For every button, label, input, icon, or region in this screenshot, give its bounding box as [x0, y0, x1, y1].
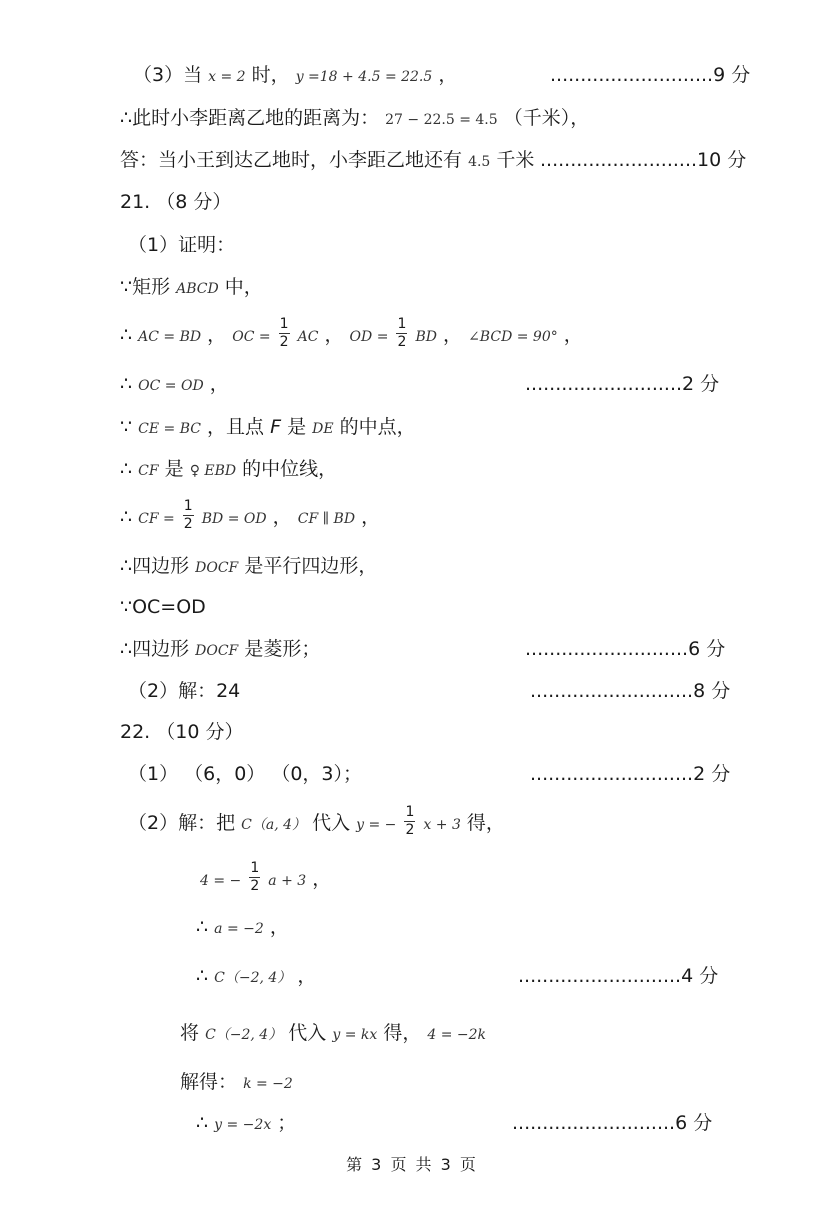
- fraction: [404, 804, 415, 839]
- score-mark: ...........................9 分: [550, 64, 751, 86]
- text: ∵矩形: [120, 276, 171, 298]
- text: 中，: [224, 276, 263, 298]
- math: ∠BCD = 90°: [468, 329, 558, 345]
- text: 答：当小王到达乙地时，小李距乙地还有: [120, 149, 463, 171]
- text: 千米: [496, 149, 535, 171]
- fraction: [279, 316, 290, 351]
- numerator: 1: [250, 860, 260, 876]
- math: y = −: [356, 817, 397, 833]
- math: a + 3: [268, 873, 307, 889]
- answer-line: [120, 375, 229, 394]
- math: a = −2: [214, 921, 264, 937]
- math: CF ∥ BD: [297, 511, 356, 527]
- text: ∴四边形: [120, 638, 190, 660]
- text: ，: [297, 965, 317, 987]
- text: 是平行四边形，: [244, 555, 378, 577]
- text: 的中位线，: [242, 458, 338, 480]
- denominator: 2: [397, 334, 407, 350]
- text: ，: [272, 506, 292, 528]
- text: ∴四边形: [120, 555, 190, 577]
- denominator: 2: [183, 516, 193, 532]
- denominator: 2: [279, 334, 289, 350]
- text: ，: [443, 324, 463, 346]
- answer-line: [196, 918, 289, 937]
- fraction: [249, 860, 260, 895]
- text: ∴: [120, 506, 133, 528]
- question-header: 22. （10 分）: [120, 721, 244, 743]
- text: ，: [312, 868, 332, 890]
- text: 是: [164, 458, 184, 480]
- math: OC = OD: [138, 378, 204, 394]
- score-mark: ..........................2 分: [525, 373, 720, 395]
- text: 时，: [251, 64, 290, 86]
- numerator: 1: [279, 316, 289, 332]
- fraction: [183, 498, 194, 533]
- score-mark: ...........................4 分: [518, 965, 719, 987]
- math: DOCF: [195, 643, 239, 659]
- math: BD: [415, 329, 437, 345]
- text: ∴此时小李距离乙地的距离为：: [120, 107, 380, 129]
- math: C（−2, 4）: [214, 970, 292, 986]
- math: y = −2x: [214, 1117, 272, 1133]
- math: 4.5: [468, 154, 491, 170]
- score-mark: ...........................6 分: [525, 638, 726, 660]
- math: CE = BC: [138, 421, 201, 437]
- answer-line: [120, 460, 337, 479]
- text: ，: [361, 506, 381, 528]
- math: x = 2: [208, 69, 246, 85]
- answer-line: [196, 967, 316, 986]
- text: ∴: [120, 324, 133, 346]
- math: DE: [312, 421, 334, 437]
- answer-line: [133, 66, 457, 85]
- text: ∴: [120, 373, 133, 395]
- score-mark: ..........................10 分: [540, 149, 747, 171]
- math: OC =: [232, 329, 271, 345]
- answer-line: [128, 806, 505, 841]
- text: 的中点，: [339, 416, 416, 438]
- text: ，: [438, 64, 458, 86]
- text: ∵: [120, 416, 133, 438]
- text: ，: [209, 373, 229, 395]
- math: OD =: [349, 329, 389, 345]
- numerator: 1: [405, 804, 415, 820]
- text: ，: [324, 324, 344, 346]
- score-mark: ...........................6 分: [512, 1112, 713, 1134]
- math: F: [270, 416, 282, 438]
- answer-line: [120, 278, 263, 297]
- math: CF =: [138, 511, 175, 527]
- text: 代入: [312, 812, 351, 834]
- text: （千米），: [503, 107, 590, 129]
- text: ∴: [120, 458, 133, 480]
- math: 4 = −: [200, 873, 242, 889]
- math: CF: [138, 463, 159, 479]
- answer-line: [120, 557, 377, 576]
- text: 将: [180, 1022, 200, 1044]
- answer-line: [196, 1114, 296, 1133]
- math: 4 = −2k: [427, 1027, 487, 1043]
- text: （2）解：把: [128, 812, 236, 834]
- answer-line: [120, 109, 589, 128]
- text: ，: [207, 324, 227, 346]
- score-mark: ...........................8 分: [530, 680, 731, 702]
- math: k = −2: [243, 1076, 293, 1092]
- answer-line: [120, 418, 416, 437]
- text: ；: [277, 1112, 297, 1134]
- math: AC = BD: [138, 329, 202, 345]
- page-footer: 第 3 页 共 3 页: [346, 1155, 478, 1174]
- answer-line: [120, 151, 534, 170]
- math: y = kx: [332, 1027, 378, 1043]
- text: 得，: [466, 812, 505, 834]
- text: 得，: [383, 1022, 422, 1044]
- numerator: 1: [397, 316, 407, 332]
- math: x + 3: [423, 817, 461, 833]
- answer-line: （1）证明：: [128, 234, 236, 256]
- numerator: 1: [183, 498, 193, 514]
- text: ∴: [196, 1112, 209, 1134]
- text: 代入: [288, 1022, 327, 1044]
- denominator: 2: [405, 822, 415, 838]
- math: DOCF: [195, 560, 239, 576]
- question-header: 21. （8 分）: [120, 191, 232, 213]
- fraction: [396, 316, 407, 351]
- answer-line: [120, 318, 583, 353]
- math: y =18 + 4.5 = 22.5: [295, 69, 433, 85]
- answer-line: [120, 500, 380, 535]
- text: （3）当: [133, 64, 203, 86]
- score-mark: ...........................2 分: [530, 763, 731, 785]
- text: ，: [269, 916, 289, 938]
- answer-line: [180, 1073, 293, 1092]
- math: ABCD: [176, 281, 219, 297]
- answer-line: （1） （6，0） （0，3）；: [128, 763, 363, 785]
- text: ∴: [196, 965, 209, 987]
- answer-line: [180, 1024, 486, 1043]
- text: ∴: [196, 916, 209, 938]
- math: ♀ EBD: [189, 463, 237, 479]
- text: ，: [563, 324, 583, 346]
- math: 27 − 22.5 = 4.5: [385, 112, 498, 128]
- math: C（−2, 4）: [205, 1027, 283, 1043]
- text: 是菱形；: [244, 638, 321, 660]
- math: BD = OD: [201, 511, 267, 527]
- answer-line: （2）解：24: [128, 680, 241, 702]
- denominator: 2: [250, 878, 260, 894]
- math: C（a, 4）: [241, 817, 307, 833]
- math: AC: [297, 329, 319, 345]
- answer-line: ∵OC=OD: [120, 596, 206, 618]
- text: ，且点: [207, 416, 265, 438]
- answer-line: [120, 640, 320, 659]
- text: 是: [287, 416, 307, 438]
- text: 解得：: [180, 1071, 238, 1093]
- answer-line: [200, 862, 331, 897]
